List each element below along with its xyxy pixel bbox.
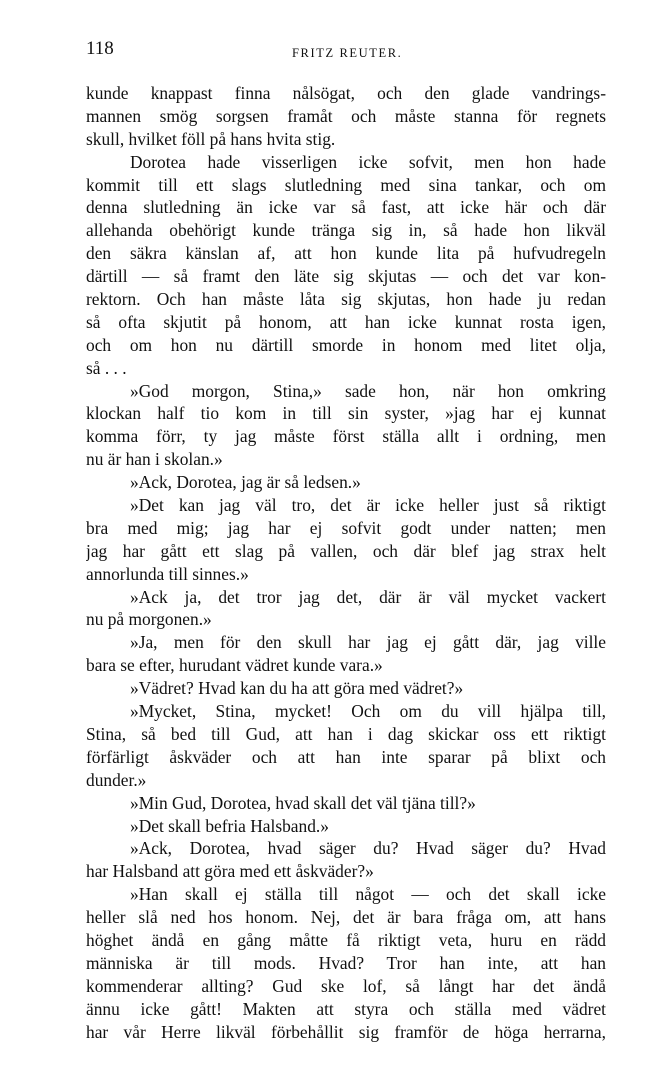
text-line: den säkra känslan af, att hon kunde lita på hufvudregeln (86, 243, 606, 264)
text-line: skull, hvilket föll på hans hvita stig. (86, 128, 336, 149)
text-line: »Ack, Dorotea, hvad säger du? Hvad säger du? Hvad (130, 838, 606, 859)
text-line: förfärligt åskväder och att han inte sparar på blixt och (86, 746, 606, 767)
text-line: heller slå ned hos honom. Nej, det är bara fråga om, att hans (86, 907, 606, 928)
text-line: »God morgon, Stina,» sade hon, när hon omkring (130, 380, 606, 401)
text-line: »Min Gud, Dorotea, hvad skall det väl tjäna till?» (130, 792, 476, 813)
text-line: »Mycket, Stina, mycket! Och om du vill hjälpa till, (130, 701, 606, 722)
text-line: »Det kan jag väl tro, det är icke heller just så riktigt (130, 495, 606, 516)
text-line: rektorn. Och han måste låta sig skjutas, hon hade ju redan (86, 289, 606, 310)
page-header (86, 38, 606, 68)
text-line: kommit till ett slags slutledning med sina tankar, och om (86, 174, 606, 195)
text-line: Dorotea hade visserligen icke sofvit, men hon hade (130, 151, 606, 172)
text-line: dunder.» (86, 769, 147, 790)
text-line: annorlunda till sinnes.» (86, 563, 249, 584)
text-line: »Det skall befria Halsband.» (130, 815, 329, 836)
text-line: bra med mig; jag har ej sofvit godt under natten; men (86, 517, 606, 538)
text-line: »Ack ja, det tror jag det, där är väl mycket vackert (130, 586, 606, 607)
text-line: »Vädret? Hvad kan du ha att göra med vädret?» (130, 678, 464, 699)
text-line: kommenderar allting? Gud ske lof, så långt har det ändå (86, 975, 606, 996)
text-line: människa är till mods. Hvad? Tror han inte, att han (86, 952, 606, 973)
text-line: kunde knappast finna nålsögat, och den glade vandrings- (86, 83, 606, 103)
text-line: höghet ändå en gång måtte få riktigt veta, huru en rädd (86, 929, 606, 950)
text-line: komma förr, ty jag måste först ställa allt i ordning, men (86, 426, 606, 447)
body-text (86, 82, 606, 1043)
text-line: allehanda obehörigt kunde tränga sig in, så hade hon likväl (86, 220, 606, 241)
text-line: jag har gått ett slag på vallen, och där blef jag strax helt (86, 540, 606, 561)
text-line: »Ack, Dorotea, jag är så ledsen.» (130, 472, 361, 493)
text-line: och om hon nu därtill smorde in honom med litet olja, (86, 334, 606, 355)
text-line: nu är han i skolan.» (86, 449, 223, 470)
text-line: »Ja, men för den skull har jag ej gått där, jag ville (130, 632, 606, 653)
text-line: så . . . (86, 357, 127, 378)
text-line: mannen smög sorgsen framåt och måste stanna för regnets (86, 105, 606, 126)
running-title: FRITZ REUTER. (292, 46, 403, 60)
text-line: Stina, så bed till Gud, att han i dag skickar oss ett riktigt (86, 723, 606, 744)
text-line: har Halsband att göra med ett åskväder?» (86, 861, 374, 882)
text-line: har vår Herre likväl förbehållit sig framför de höga herrarna, (86, 1021, 606, 1042)
text-line: därtill — så framt den läte sig skjutas — och det var kon- (86, 266, 606, 287)
text-line: »Han skall ej ställa till något — och det skall icke (130, 884, 606, 905)
text-line: ännu icke gått! Makten att styra och ställa med vädret (86, 998, 606, 1019)
text-line: bara se efter, hurudant vädret kunde vara.» (86, 655, 383, 676)
text-line: nu på morgonen.» (86, 609, 212, 630)
page-number: 118 (86, 38, 114, 59)
text-line: klockan half tio kom in till sin syster, »jag har ej kunnat (86, 403, 606, 424)
text-line: så ofta skjutit på honom, att han icke kunnat rosta igen, (86, 311, 606, 332)
text-line: denna slutledning än icke var så fast, att icke här och där (86, 197, 606, 218)
